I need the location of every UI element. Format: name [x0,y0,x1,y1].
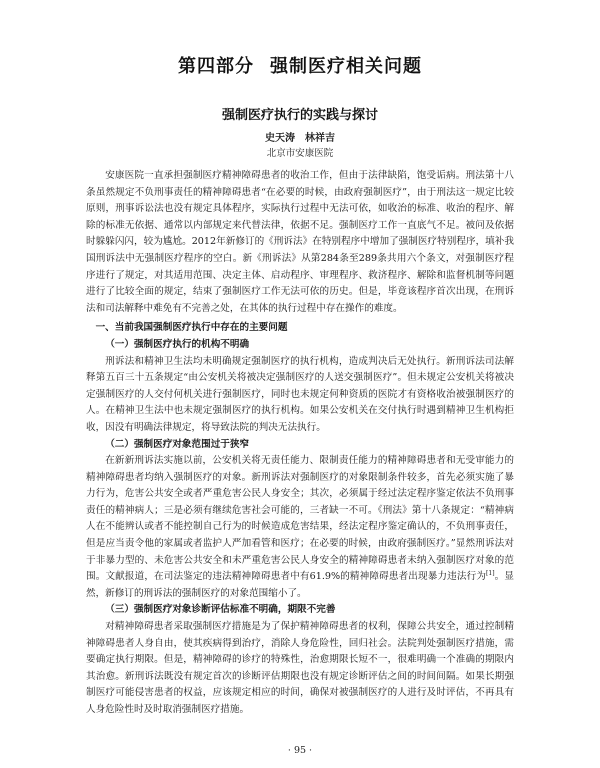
subsection-heading: （一）强制医疗执行的机构不明确 [105,338,250,350]
paragraph-text: 在新新刑诉法实施以前，公安机关将无责任能力、限制责任能力的精神障碍患者和无受审能力的精神障碍患者均纳入强制医疗的对象。新刑诉法对强制医疗的对象限制条件较多，首先必须实施了暴力行为，危害公共安全或者严重危害公民人身安全；其次，必须属于经过法定程序鉴定依法不负刑事责任的精神病人；三是必须有继续危害社会可能的，三者缺一不可。《刑法》第十八条规定：“精神病人在不能辨认或者不能控制自己行为的时候造成危害结果，经法定程序鉴定确认的，不负刑事责任，但是应当责令他的家属或者监护人严加看管和医疗；在必要的时候，由政府强制医疗。”显然刑诉法对于非暴力型的、未危害公共安全和未严重危害公民人身安全的精神障碍患者未纳入强制医疗对象的范围。文献报道，在司法鉴定的违法精神障碍患者中有61.9%的精神障碍患者出现暴力违法行为 [86,455,514,583]
part-title: 强制医疗相关问题 [270,56,422,77]
body-paragraph: 对精神障碍患者采取强制医疗措施是为了保护精神障碍患者的权利，保障公共安全，通过控制精神障碍患者人身自由，使其疾病得到治疗，消除人身危险性，回归社会。法院判处强制医疗措施，需要确定执行期限。但是，精神障碍的诊疗的特殊性，治愈期限长短不一，很难明确一个准确的期限内其治愈。新刑诉法既没有规定首次的诊断评估期限也没有规定诊断评估之间的时间间隔。如果长期强制医疗可能侵害患者的权益，应该规定相应的时间，确保对被强制医疗的人进行及时评估，不再具有人身危险性时及时取消强制医疗措施。 [86,621,514,715]
body-paragraph [86,453,514,602]
author-name: 林祥吉 [305,133,335,144]
part-heading [0,52,600,78]
author-name: 史天涛 [265,133,295,144]
author-line [0,129,600,144]
author-affiliation: 北京市安康医院 [266,148,334,159]
citation-marker: [1] [486,570,495,578]
part-label: 第四部分 [178,56,254,77]
intro-paragraph: 安康医院一直承担强制医疗精神障碍患者的收治工作，但由于法律缺陷，饱受诟病。刑法第十八条虽然规定不负刑事责任的精神障碍患者“在必要的时候，由政府强制医疗”，由于刑法这一规定比较原则，刑事诉讼法也没有规定具体程序，实际执行过程中无法可依，如收治的标准、收治的程序、解除的标准无依据、通常以内部规定来代替法律，依据不足。强制医疗工作一直底气不足。被问及依据时躲躲闪闪，较为尴尬。2012年新修订的《刑诉法》在特别程序中增加了强制医疗特别程序，填补我国刑诉法中无强制医疗程序的空白。新《刑诉法》从第284条至289条共用六个条文，对强制医疗程序进行了规定，对其适用范围、决定主体、启动程序、审理程序、救济程序、解除和监督机制等问题进行了比较全面的规定，结束了强制医疗工作无法可依的历史。但是，毕竟该程序首次出现，在刑诉法和司法解释中难免有不完善之处，在其体的执行过程中存在操作的难度。 [86,170,514,314]
subsection-heading: （三）强制医疗对象诊断评估标准不明确，期限不完善 [105,604,336,616]
page-number: · 95 · [287,745,313,756]
article-title: 强制医疗执行的实践与探讨 [221,108,378,123]
section-heading: 一、当前我国强制医疗执行中存在的主要问题 [95,322,288,334]
article-body [86,168,514,719]
subsection-heading: （二）强制医疗对象范围过于狭窄 [105,438,250,450]
paragraph-text: 。显然，新修订的刑诉法的强制医疗的对象范围缩小了。 [86,571,514,599]
body-paragraph: 刑诉法和精神卫生法均未明确规定强制医疗的执行机构，造成判决后无处执行。新刑诉法司法解释第五百三十五条规定“由公安机关将被决定强制医疗的人送交强制医疗”。但未规定公安机关将被决定强制医疗的人交付何机关进行强制医疗，同时也未规定何种资质的医院才有资格收治被强制医疗的人。在精神卫生法中也未规定强制医疗的执行机构。如果公安机关在交付执行时遇到精神卫生机构拒收，因没有明确法律规定，将导致法院的判决无法执行。 [86,355,514,433]
